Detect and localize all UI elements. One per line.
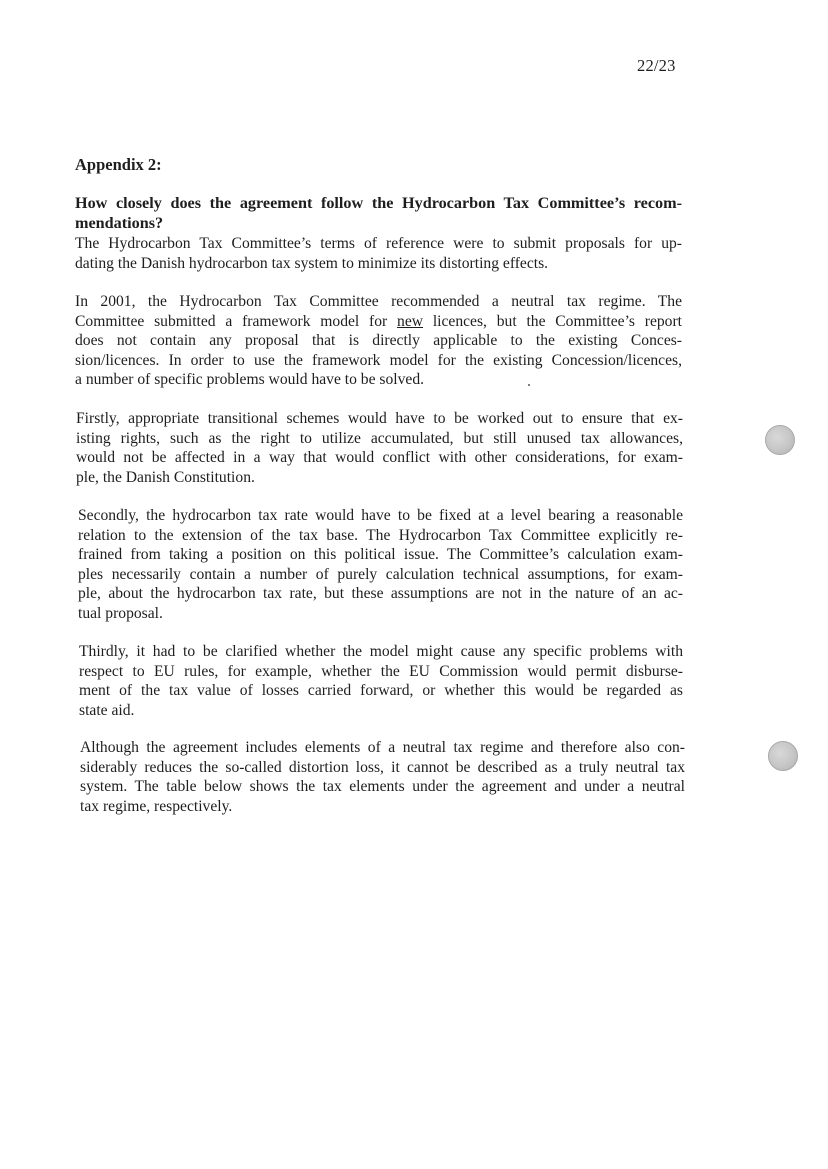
paragraph-secondly xyxy=(78,506,683,624)
appendix-heading: Appendix 2: xyxy=(75,155,162,174)
text-run: Committee submitted a framework model for xyxy=(75,312,398,330)
page-number: 22/23 xyxy=(637,56,676,75)
text-line: ples necessarily contain a number of purely calculation technical assumptions, for exam- xyxy=(78,565,683,583)
paragraph-firstly xyxy=(76,409,683,487)
text-line: Thirdly, it had to be clarified whether the model might cause any specific problems with xyxy=(79,643,683,660)
text-line: siderably reduces the so-called distortion loss, it cannot be described as a truly neutral tax xyxy=(80,758,685,776)
text-line: frained from taking a position on this political issue. The Committee’s calculation exam- xyxy=(78,546,683,564)
text-line xyxy=(75,312,682,332)
stray-dot-mark xyxy=(528,384,530,386)
paragraph-2001 xyxy=(75,292,682,390)
text-line: relation to the extension of the tax base. The Hydrocarbon Tax Committee explicitly re- xyxy=(78,526,683,544)
paragraph-although xyxy=(80,738,685,816)
question-line: mendations? xyxy=(75,214,164,232)
text-line: would not be affected in a way that would conflict with other considerations, for exam- xyxy=(76,449,683,467)
text-line: Secondly, the hydrocarbon tax rate would have to be fixed at a level bearing a reasonable xyxy=(78,507,683,524)
text-line: does not contain any proposal that is directly applicable to the existing Conces- xyxy=(75,332,682,350)
text-run: licences, but the Committee’s report xyxy=(423,312,683,330)
question-heading xyxy=(75,193,682,233)
underlined-word: new xyxy=(397,312,424,330)
text-line: tax regime, respectively. xyxy=(80,797,233,815)
text-line: Firstly, appropriate transitional schemes would have to be worked out to ensure that ex- xyxy=(76,410,683,427)
text-line: Although the agreement includes elements of a neutral tax regime and therefore also con- xyxy=(80,739,685,756)
text-line: The Hydrocarbon Tax Committee’s terms of reference were to submit proposals for up- xyxy=(75,235,682,252)
text-line: respect to EU rules, for example, whether the EU Commission would permit disburse- xyxy=(79,662,683,680)
text-line: tual proposal. xyxy=(78,604,163,622)
paragraph-terms xyxy=(75,234,682,273)
question-line: How closely does the agreement follow the Hydrocarbon Tax Committee’s recom- xyxy=(75,194,682,212)
text-line: ple, about the hydrocarbon tax rate, but these assumptions are not in the nature of an ac- xyxy=(78,585,683,603)
text-line: state aid. xyxy=(79,701,135,719)
text-line: system. The table below shows the tax elements under the agreement and under a neutral xyxy=(80,778,685,796)
text-line: In 2001, the Hydrocarbon Tax Committee recommended a neutral tax regime. The xyxy=(75,293,682,310)
punch-hole-mark xyxy=(768,741,798,771)
text-line: isting rights, such as the right to utilize accumulated, but still unused tax allowances, xyxy=(76,429,683,447)
text-line: sion/licences. In order to use the framework model for the existing Concession/licences, xyxy=(75,351,682,369)
text-line: ment of the tax value of losses carried forward, or whether this would be regarded as xyxy=(79,682,683,700)
text-line: ple, the Danish Constitution. xyxy=(76,468,255,486)
paragraph-thirdly xyxy=(79,642,683,720)
text-line: a number of specific problems would have to be solved. xyxy=(75,371,425,389)
text-line: dating the Danish hydrocarbon tax system to minimize its distorting effects. xyxy=(75,254,549,272)
punch-hole-mark xyxy=(765,425,795,455)
